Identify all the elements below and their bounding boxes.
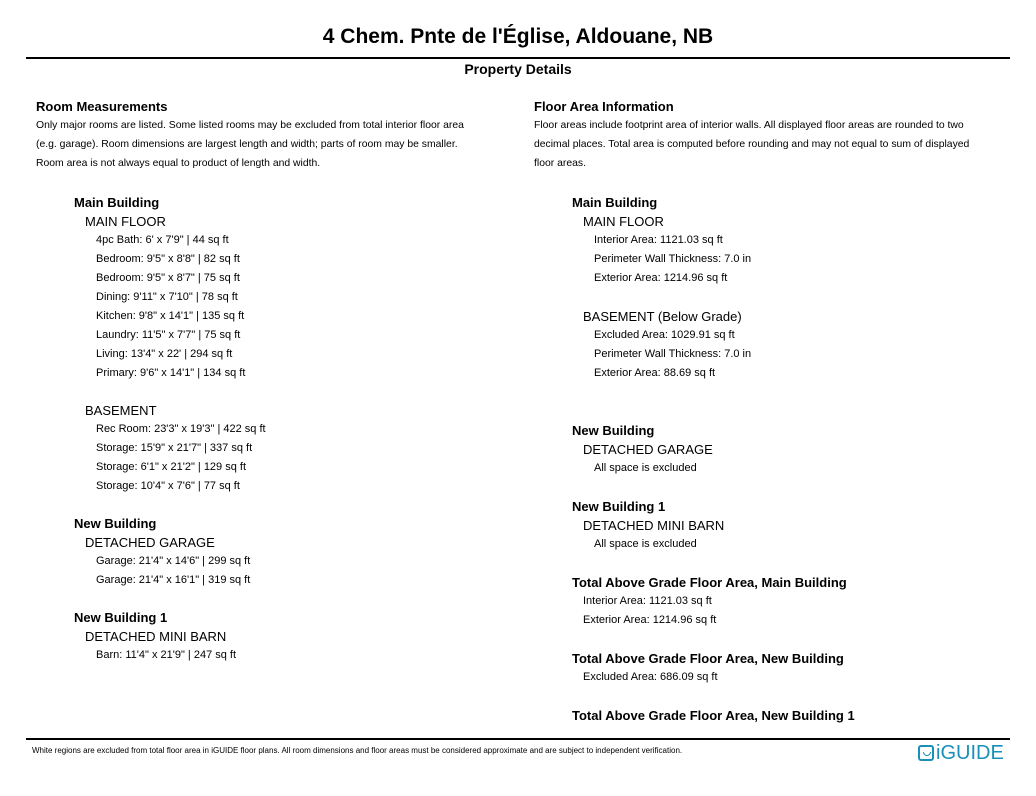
building-heading: New Building xyxy=(74,516,157,531)
total-heading: Total Above Grade Floor Area, New Building 1 xyxy=(572,708,855,723)
iguide-logo-icon xyxy=(918,745,934,761)
room-entry: Kitchen: 9'8" x 14'1" | 135 sq ft xyxy=(96,310,245,322)
room-entry: Barn: 11'4" x 21'9" | 247 sq ft xyxy=(96,649,237,661)
iguide-logo-text: iGUIDE xyxy=(936,741,1004,764)
building-heading: New Building xyxy=(572,423,655,438)
building-heading: New Building 1 xyxy=(572,499,666,514)
floor-heading: DETACHED MINI BARN xyxy=(583,518,725,533)
footer-divider xyxy=(26,738,1010,740)
total-heading: Total Above Grade Floor Area, Main Building xyxy=(572,575,847,590)
room-entry: Storage: 10'4" x 7'6" | 77 sq ft xyxy=(96,480,240,492)
total-entry: Interior Area: 1121.03 sq ft xyxy=(583,595,712,607)
area-entry: Interior Area: 1121.03 sq ft xyxy=(594,234,723,246)
room-measurements-section xyxy=(36,98,511,173)
floor-area-heading: Floor Area Information xyxy=(534,99,674,114)
area-entry: Exterior Area: 88.69 sq ft xyxy=(594,367,716,379)
room-measurements-intro-line: Room area is not always equal to product of length and width. xyxy=(36,158,321,169)
floor-heading: DETACHED GARAGE xyxy=(583,442,713,457)
iguide-logo xyxy=(918,741,1004,765)
floor-area-tree xyxy=(572,193,1002,725)
area-entry: All space is excluded xyxy=(594,538,697,550)
floor-heading: BASEMENT (Below Grade) xyxy=(583,309,742,324)
page-subtitle: Property Details xyxy=(464,61,572,77)
area-entry: Excluded Area: 1029.91 sq ft xyxy=(594,329,735,341)
room-entry: Primary: 9'6" x 14'1" | 134 sq ft xyxy=(96,367,246,379)
room-entry: Storage: 6'1" x 21'2" | 129 sq ft xyxy=(96,461,247,473)
room-measurements-intro-line: (e.g. garage). Room dimensions are largest length and width; parts of room may be smaller. xyxy=(36,139,458,150)
floor-heading: MAIN FLOOR xyxy=(583,214,664,229)
floor-heading: BASEMENT xyxy=(85,403,157,418)
building-heading: Main Building xyxy=(572,195,658,210)
floor-area-intro-line: Floor areas include footprint area of interior walls. All displayed floor areas are rounded to two xyxy=(534,120,964,131)
room-measurements-heading: Room Measurements xyxy=(36,99,168,114)
page-title: 4 Chem. Pnte de l'Église, Aldouane, NB xyxy=(322,25,714,48)
floor-heading: MAIN FLOOR xyxy=(85,214,166,229)
total-heading: Total Above Grade Floor Area, New Building xyxy=(572,651,844,666)
total-entry: Excluded Area: 686.09 sq ft xyxy=(583,671,718,683)
floor-area-section xyxy=(534,98,1014,173)
floor-area-intro-line: decimal places. Total area is computed before rounding and may not equal to sum of displayed xyxy=(534,139,970,150)
room-entry: 4pc Bath: 6' x 7'9" | 44 sq ft xyxy=(96,234,229,246)
area-entry: Perimeter Wall Thickness: 7.0 in xyxy=(594,253,752,265)
room-entry: Dining: 9'11" x 7'10" | 78 sq ft xyxy=(96,291,238,303)
room-entry: Laundry: 11'5" x 7'7" | 75 sq ft xyxy=(96,329,241,341)
room-entry: Storage: 15'9" x 21'7" | 337 sq ft xyxy=(96,442,253,454)
building-heading: Main Building xyxy=(74,195,160,210)
floor-heading: DETACHED GARAGE xyxy=(85,535,215,550)
room-entry: Living: 13'4" x 22' | 294 sq ft xyxy=(96,348,233,360)
floor-area-intro-line: floor areas. xyxy=(534,158,586,169)
building-heading: New Building 1 xyxy=(74,610,168,625)
room-entry: Rec Room: 23'3" x 19'3" | 422 sq ft xyxy=(96,423,266,435)
floor-heading: DETACHED MINI BARN xyxy=(85,629,227,644)
room-entry: Bedroom: 9'5" x 8'8" | 82 sq ft xyxy=(96,253,240,265)
room-measurements-intro-line: Only major rooms are listed. Some listed rooms may be excluded from total interior floor area xyxy=(36,120,464,131)
title-divider xyxy=(26,57,1010,59)
room-entry: Garage: 21'4" x 14'6" | 299 sq ft xyxy=(96,555,251,567)
room-measurements-tree xyxy=(74,193,494,665)
footer-note: White regions are excluded from total floor area in iGUIDE floor plans. All room dimensions and floor areas must be considered approximate and are subject to independent verification. xyxy=(32,746,683,755)
total-entry: Exterior Area: 1214.96 sq ft xyxy=(583,614,717,626)
area-entry: Exterior Area: 1214.96 sq ft xyxy=(594,272,728,284)
room-entry: Garage: 21'4" x 16'1" | 319 sq ft xyxy=(96,574,251,586)
area-entry: All space is excluded xyxy=(594,462,697,474)
area-entry: Perimeter Wall Thickness: 7.0 in xyxy=(594,348,752,360)
room-entry: Bedroom: 9'5" x 8'7" | 75 sq ft xyxy=(96,272,240,284)
